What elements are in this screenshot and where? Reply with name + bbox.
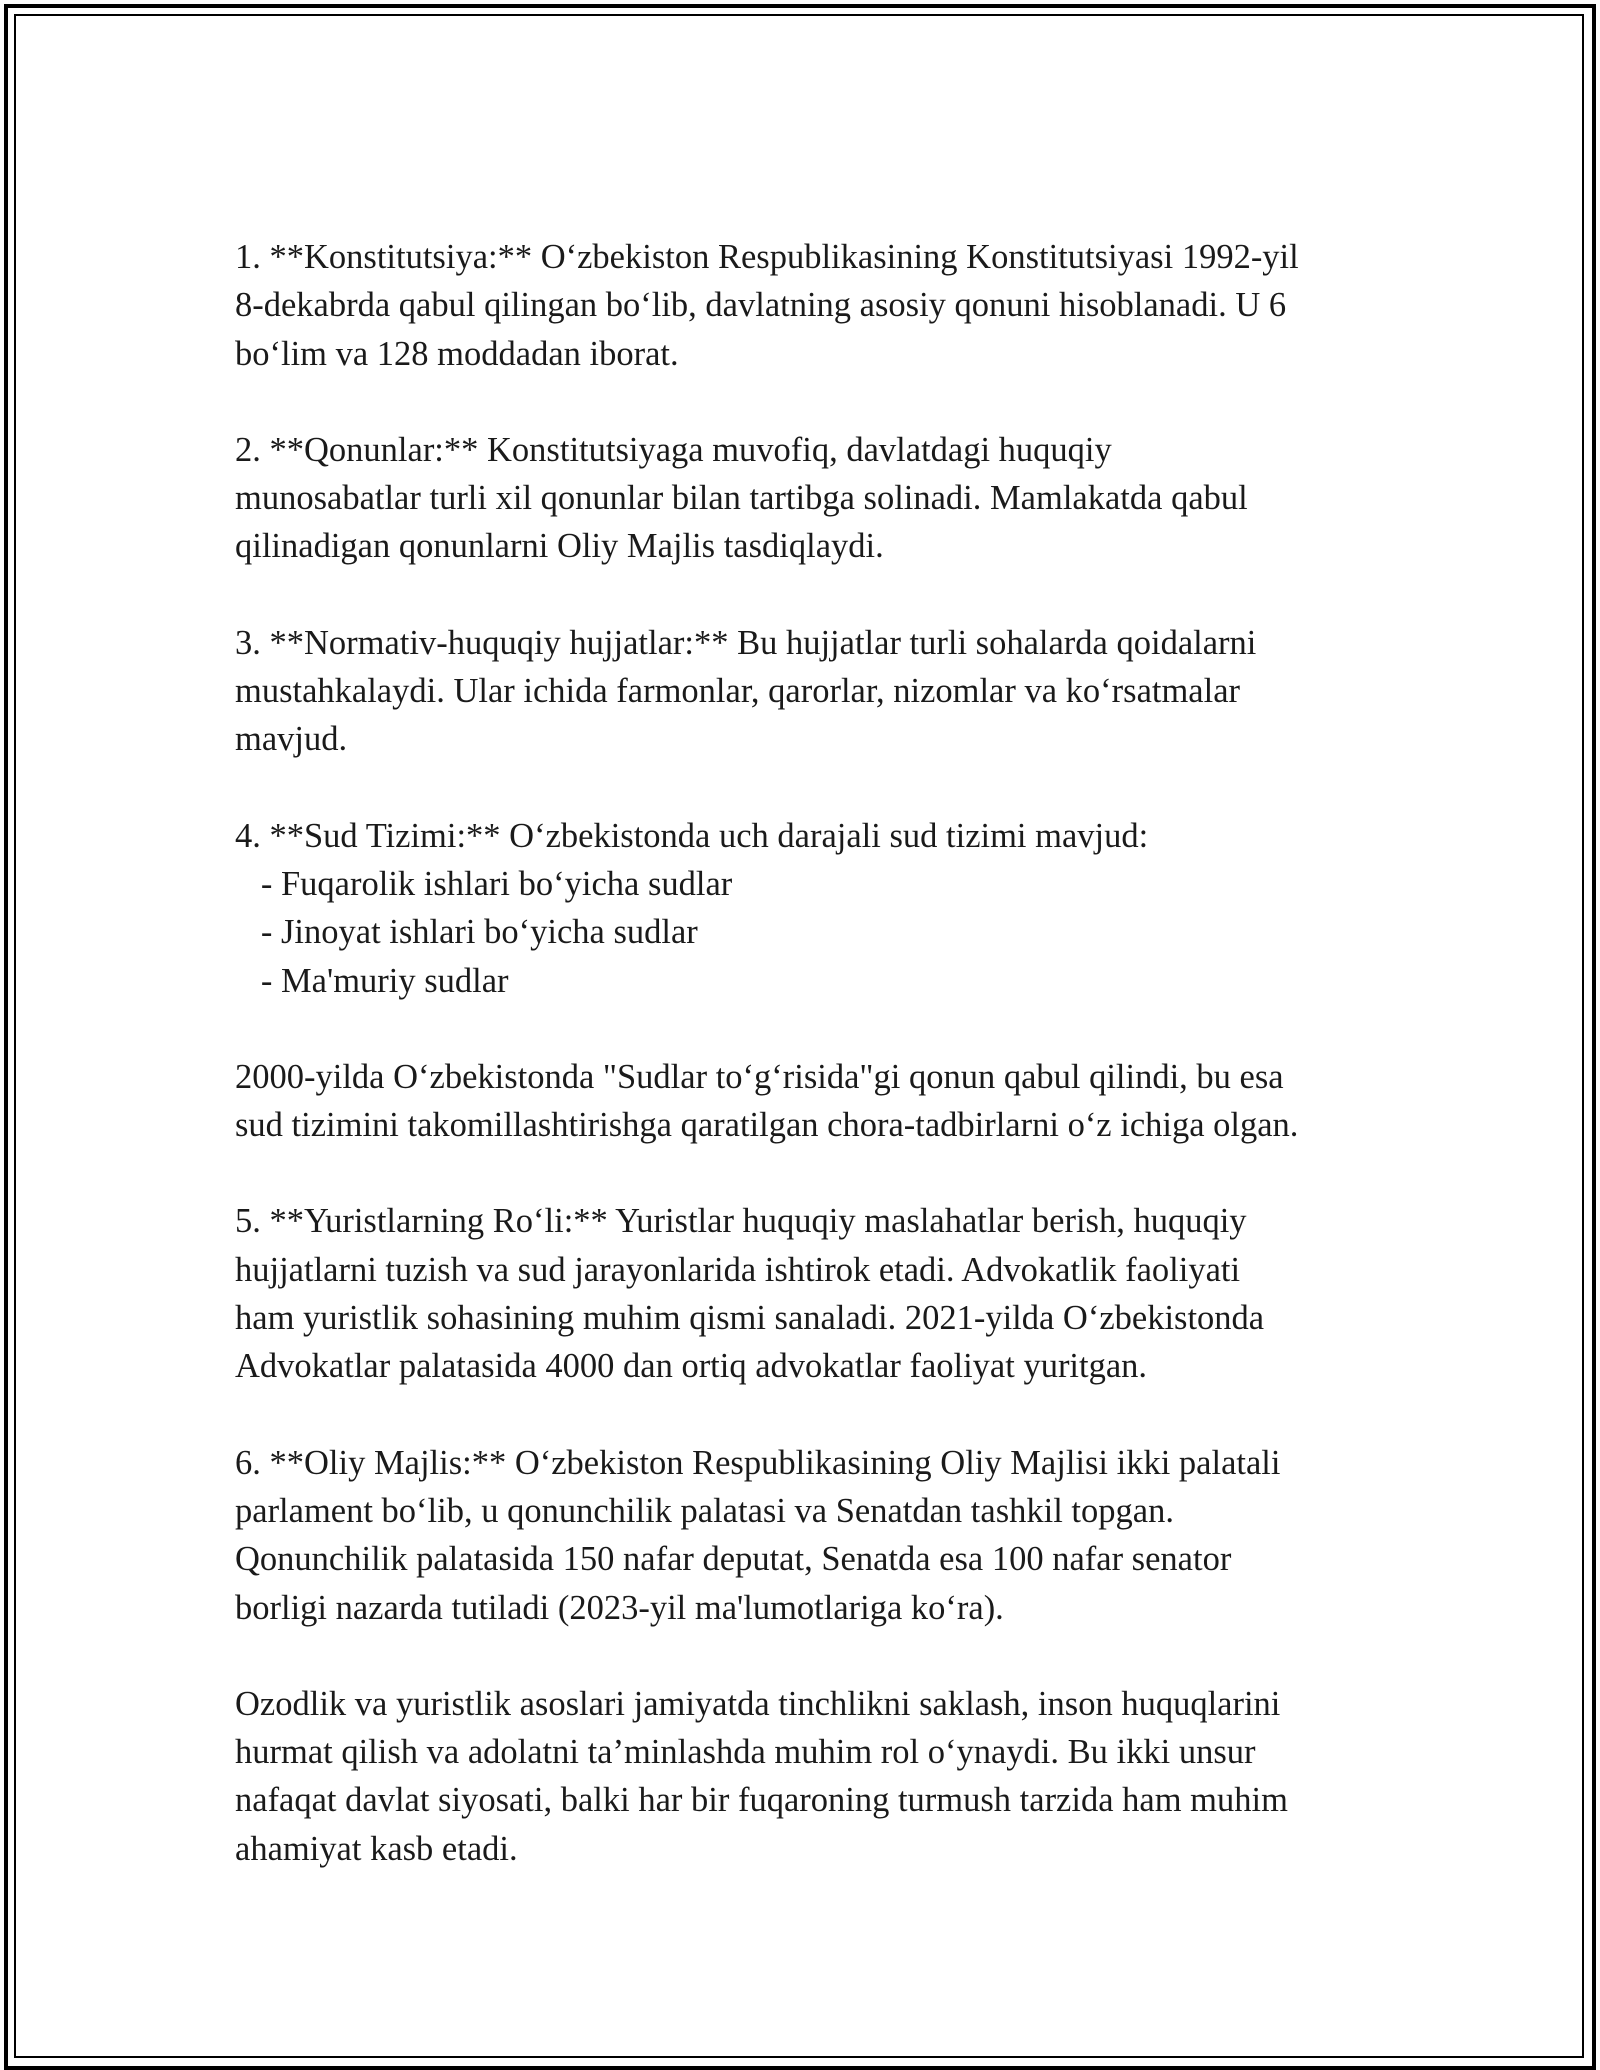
text-line: qilinadigan qonunlarni Oliy Majlis tasdiqlaydi. — [235, 527, 884, 566]
text-line: 2. **Qonunlar:** Konstitutsiyaga muvofiq, davlatdagi huquqiy — [235, 430, 1112, 469]
text-line: mustahkalaydi. Ular ichida farmonlar, qarorlar, nizomlar va ko‘rsatmalar — [235, 672, 1240, 711]
text-line: ham yuristlik sohasining muhim qismi sanaladi. 2021-yilda O‘zbekistonda — [235, 1299, 1265, 1338]
text-line: hurmat qilish va adolatni ta’minlashda muhim rol o‘ynaydi. Bu ikki unsur — [235, 1733, 1256, 1772]
document-body — [235, 233, 1395, 1921]
list-item: - Jinoyat ishlari bo‘yicha sudlar — [235, 913, 698, 952]
paragraph-oliy-majlis — [235, 1439, 1395, 1632]
text-line: 1. **Konstitutsiya:** O‘zbekiston Respublikasining Konstitutsiyasi 1992-yil — [235, 238, 1299, 276]
text-line: 5. **Yuristlarning Ro‘li:** Yuristlar huquqiy maslahatlar berish, huquqiy — [235, 1202, 1247, 1241]
list-item: - Fuqarolik ishlari bo‘yicha sudlar — [235, 864, 733, 903]
paragraph-normativ-huquqiy-hujjatlar — [235, 619, 1395, 764]
text-line: 2000-yilda O‘zbekistonda "Sudlar to‘g‘risida"gi qonun qabul qilindi, bu esa — [235, 1057, 1284, 1096]
text-line: 8-dekabrda qabul qilingan bo‘lib, davlatning asosiy qonuni hisoblanadi. U 6 — [235, 286, 1287, 325]
text-line: parlament bo‘lib, u qonunchilik palatasi va Senatdan tashkil topgan. — [235, 1491, 1174, 1530]
text-line: bo‘lim va 128 moddadan iborat. — [235, 334, 679, 373]
list-item: - Ma'muriy sudlar — [235, 961, 509, 1000]
paragraph-yuristlarning-roli — [235, 1197, 1395, 1390]
paragraph-sudlar-qonuni — [235, 1053, 1395, 1150]
text-line: nafaqat davlat siyosati, balki har bir fuqaroning turmush tarzida ham muhim — [235, 1781, 1288, 1820]
text-line: hujjatlarni tuzish va sud jarayonlarida ishtirok etadi. Advokatlik faoliyati — [235, 1250, 1241, 1289]
text-line: ahamiyat kasb etadi. — [235, 1829, 518, 1868]
paragraph-qonunlar — [235, 426, 1395, 571]
text-line: Qonunchilik palatasida 150 nafar deputat, Senatda esa 100 nafar senator — [235, 1540, 1232, 1579]
paragraph-sud-tizimi — [235, 812, 1395, 1005]
text-line: 6. **Oliy Majlis:** O‘zbekiston Respublikasining Oliy Majlisi ikki palatali — [235, 1443, 1281, 1482]
text-line: 3. **Normativ-huquqiy hujjatlar:** Bu hujjatlar turli sohalarda qoidalarni — [235, 623, 1257, 662]
text-line: borligi nazarda tutiladi (2023-yil ma'lumotlariga ko‘ra). — [235, 1588, 1004, 1627]
paragraph-conclusion — [235, 1680, 1395, 1873]
text-line: munosabatlar turli xil qonunlar bilan tartibga solinadi. Mamlakatda qabul — [235, 479, 1248, 518]
text-line: Advokatlar palatasida 4000 dan ortiq advokatlar faoliyat yuritgan. — [235, 1347, 1148, 1386]
text-line: sud tizimini takomillashtirishga qaratilgan chora-tadbirlarni o‘z ichiga olgan. — [235, 1106, 1299, 1145]
paragraph-konstitutsiya — [235, 233, 1395, 378]
text-line: 4. **Sud Tizimi:** O‘zbekistonda uch darajali sud tizimi mavjud: — [235, 816, 1149, 855]
text-line: Ozodlik va yuristlik asoslari jamiyatda tinchlikni saklash, inson huquqlarini — [235, 1684, 1281, 1723]
text-line: mavjud. — [235, 720, 348, 759]
